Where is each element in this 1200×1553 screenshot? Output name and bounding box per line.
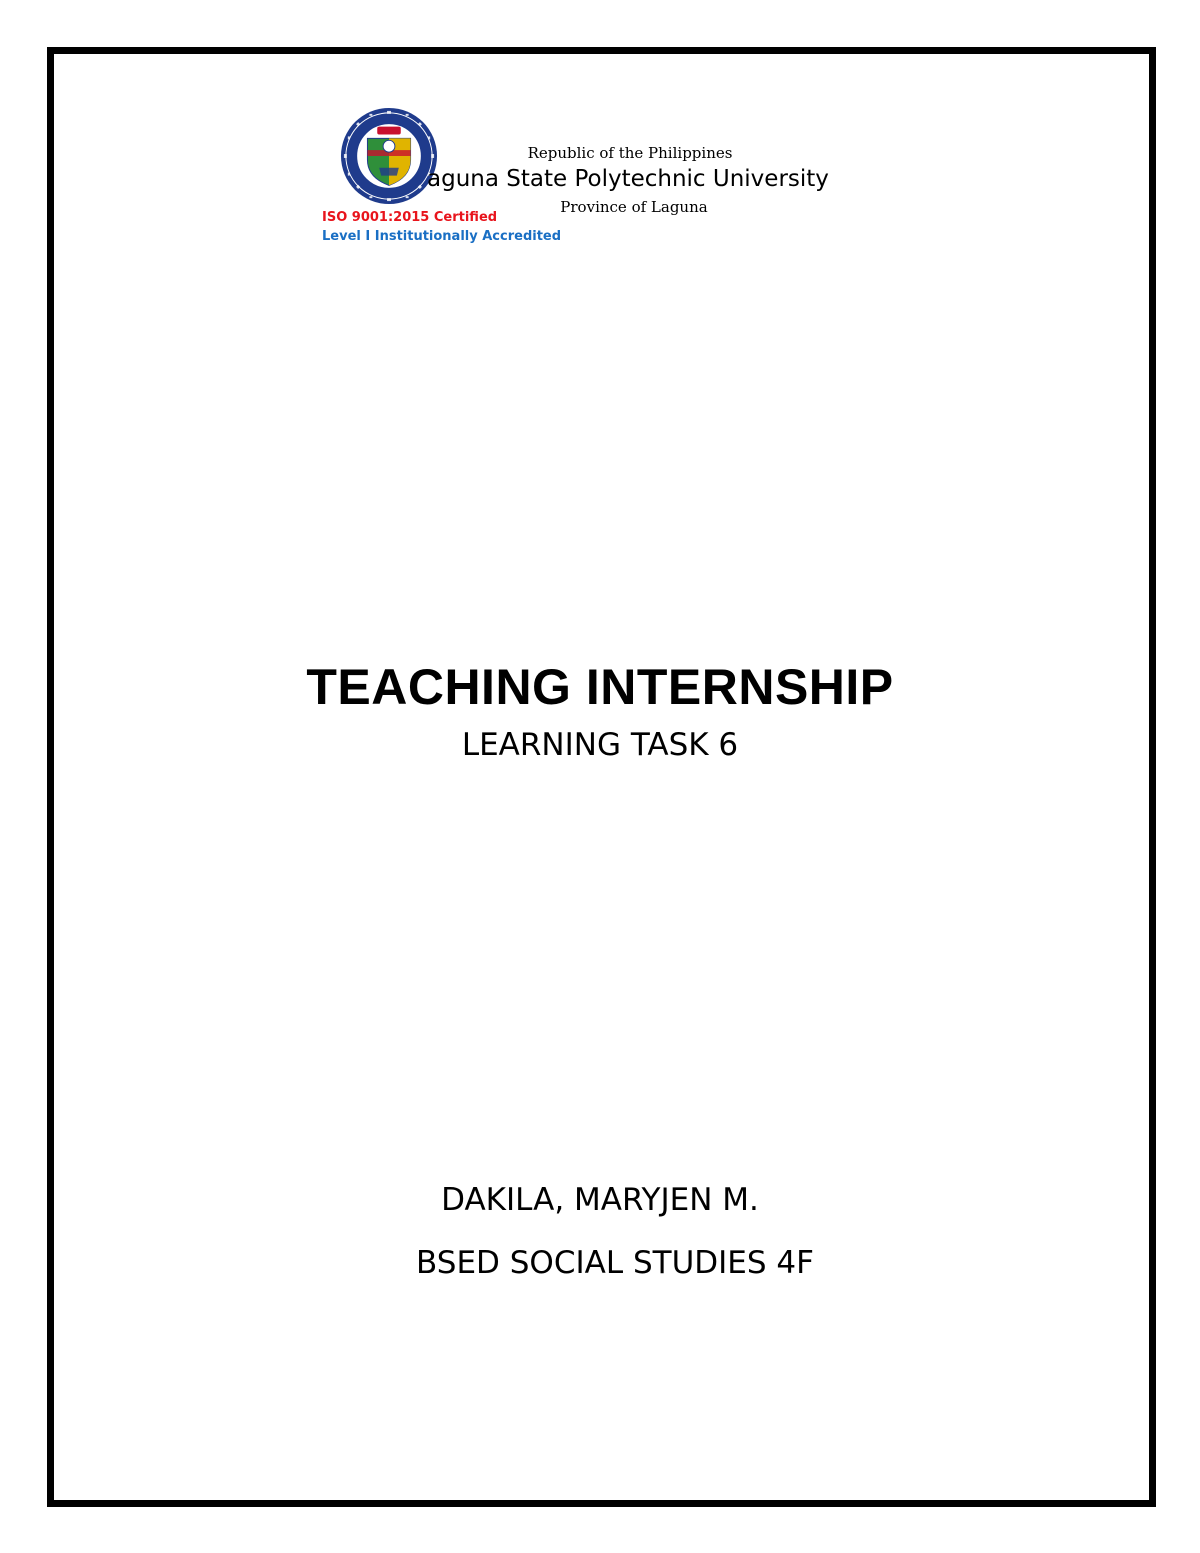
cover-subtitle: LEARNING TASK 6 xyxy=(461,727,739,763)
cover-title: TEACHING INTERNSHIP xyxy=(306,659,894,715)
accreditation-level: Level I Institutionally Accredited xyxy=(322,229,562,244)
page-border xyxy=(47,47,1156,1507)
student-name: DAKILA, MARYJEN M. xyxy=(441,1182,759,1218)
iso-certification: ISO 9001:2015 Certified xyxy=(322,210,498,225)
university-name-text: aguna State Polytechnic University xyxy=(427,166,829,192)
republic-line: Republic of the Philippines xyxy=(527,144,733,162)
student-program: BSED SOCIAL STUDIES 4F xyxy=(416,1245,814,1281)
university-seal-icon xyxy=(340,107,438,205)
province-line: Province of Laguna xyxy=(560,198,708,216)
letterhead xyxy=(0,0,1200,260)
university-name xyxy=(427,164,887,194)
